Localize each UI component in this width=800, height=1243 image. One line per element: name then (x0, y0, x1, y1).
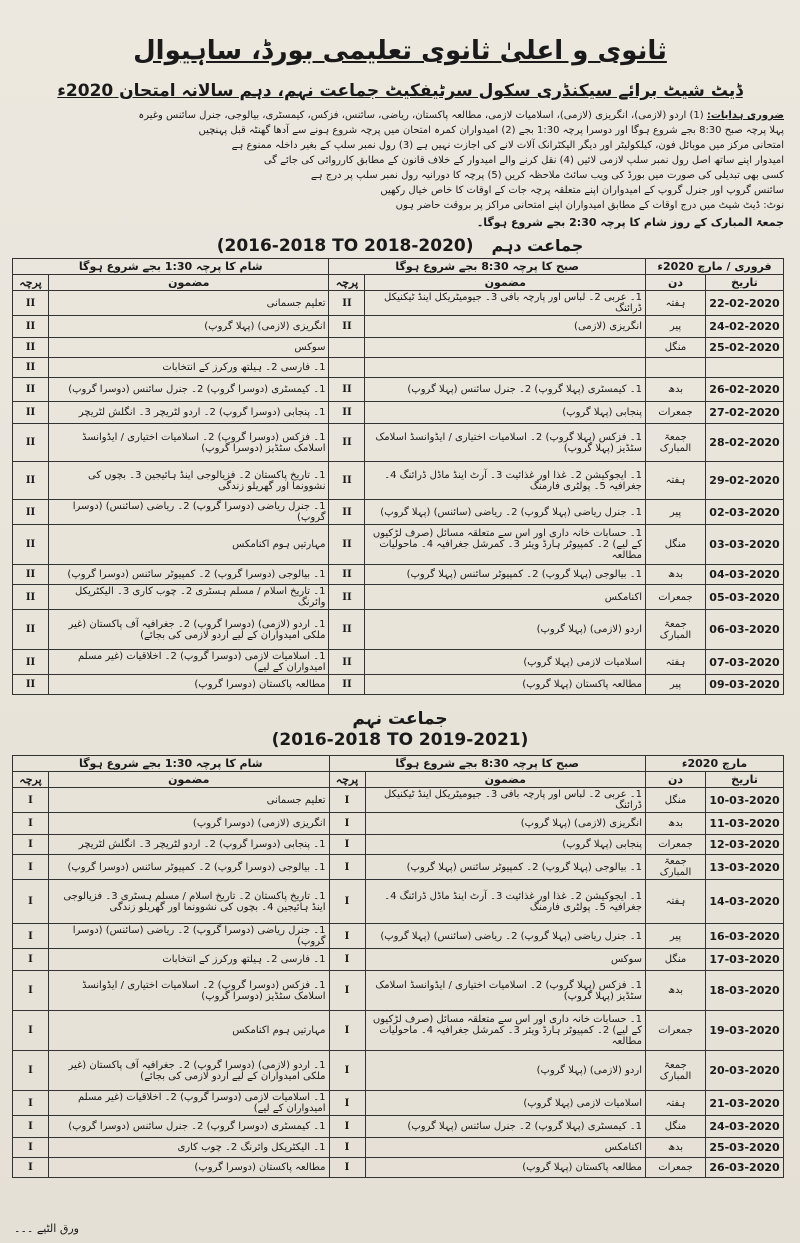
table-row (13, 813, 784, 835)
morning-paper-cell: I (329, 949, 365, 971)
date-cell (705, 358, 783, 378)
evening-paper-cell: I (13, 855, 49, 880)
morning-subject-cell: 1۔ عربی 2۔ لباس اور پارچہ بافی 3۔ جیومیٹریکل اینڈ ٹیکنیکل ڈرائنگ (365, 291, 646, 316)
day-cell: جمعۃ المبارک (646, 855, 706, 880)
friday-note: جمعۃ المبارک کے روز شام کا پرچہ 2:30 بجے شروع ہوگا۔ (476, 216, 784, 229)
morning-subject-cell: 1۔ بیالوجی (پہلا گروپ) 2۔ کمپیوٹر سائنس (پہلا گروپ) (365, 565, 646, 585)
evening-subject-cell: 1۔ اسلامیات لازمی (دوسرا گروپ) 2۔ اخلاقیات (غیر مسلم امیدواران کے لیے) (49, 650, 329, 675)
date-col-header: تاریخ (705, 275, 783, 291)
table-row (13, 402, 784, 424)
evening-paper-cell: I (13, 1011, 49, 1051)
evening-paper-cell: I (13, 880, 49, 924)
evening-paper-cell: I (13, 1158, 49, 1178)
evening-paper-cell: II (13, 378, 49, 402)
morning-subject-cell: انگریزی (لازمی) (365, 316, 646, 338)
instruction-line: کسی بھی تبدیلی کی صورت میں بورڈ کی ویب سائٹ ملاحظہ کریں (5) پرچہ کا دورانیہ رول نمبر سلپ پر درج ہے (310, 170, 784, 181)
morning-subject-cell: 1۔ جنرل ریاضی (پہلا گروپ) 2۔ ریاضی (سائنس) (پہلا گروپ) (365, 924, 646, 949)
evening-paper-cell: I (13, 1116, 49, 1138)
date-cell: 24-03-2020 (706, 1116, 784, 1138)
evening-paper-cell: II (13, 291, 49, 316)
evening-paper-cell: II (13, 565, 49, 585)
evening-paper-cell: I (13, 1091, 49, 1116)
morning-subject-cell (365, 338, 646, 358)
date-cell: 25-03-2020 (706, 1138, 784, 1158)
month-header: فروری / مارچ 2020ء (645, 259, 783, 275)
morning-paper-cell: I (329, 1158, 365, 1178)
evening-subject-cell: 1۔ جنرل ریاضی (دوسرا گروپ) 2۔ ریاضی (سائنس) (دوسرا گروپ) (49, 500, 329, 525)
evening-subject-cell: تعلیم جسمانی (49, 291, 329, 316)
instruction-line: نوٹ: ڈیٹ شیٹ میں درج اوقات کے مطابق امیدواران اپنے امتحانی مراکز پر بروقت حاضر ہوں (395, 200, 784, 211)
day-col-header: دن (646, 772, 706, 788)
evening-subject-cell: 1۔ الیکٹریکل وائرنگ 2۔ چوب کاری (49, 1138, 330, 1158)
morning-paper-cell: II (329, 500, 365, 525)
evening-paper-cell: II (13, 610, 49, 650)
paper-col-header: پرچہ (329, 772, 365, 788)
evening-paper-cell: I (13, 971, 49, 1011)
morning-paper-cell: II (329, 316, 365, 338)
table-header-row (13, 756, 784, 772)
table-header-row (13, 259, 784, 275)
table-row (13, 1091, 784, 1116)
morning-subject-cell: اکنامکس (365, 1138, 646, 1158)
instruction-line: امتحانی مرکز میں موبائل فون، کیلکولیٹر اور دیگر الیکٹرانک آلات لانے کی اجازت نہیں ہے (3) رول نمبر سلپ کے بغیر داخلہ ممنوع ہے (231, 140, 784, 151)
date-cell: 05-03-2020 (705, 585, 783, 610)
morning-subject-cell: پنجابی (پہلا گروپ) (365, 835, 646, 855)
morning-header: صبح کا پرچہ 8:30 بجے شروع ہوگا (329, 756, 646, 772)
date-cell: 20-03-2020 (706, 1051, 784, 1091)
date-cell: 26-03-2020 (706, 1158, 784, 1178)
evening-subject-cell: تعلیم جسمانی (49, 788, 330, 813)
evening-paper-cell: II (13, 402, 49, 424)
evening-subject-cell: 1۔ اردو (لازمی) (دوسرا گروپ) 2۔ جغرافیہ آف پاکستان (غیر ملکی امیدواران کے لیے اردو لازمی کی بجائے) (49, 610, 329, 650)
evening-subject-cell: 1۔ پنجابی (دوسرا گروپ) 2۔ اردو لٹریچر 3۔ انگلش لٹریچر (49, 402, 329, 424)
evening-subject-cell: مطالعہ پاکستان (دوسرا گروپ) (49, 675, 329, 695)
morning-paper-cell: II (329, 565, 365, 585)
day-cell: جمعۃ المبارک (646, 1051, 706, 1091)
month-header: مارچ 2020ء (646, 756, 784, 772)
morning-paper-cell: I (329, 1138, 365, 1158)
morning-subject-cell: 1۔ فزکس (پہلا گروپ) 2۔ اسلامیات اختیاری / ایڈوانسڈ اسلامک سٹڈیز (پہلا گروپ) (365, 424, 646, 462)
table-row (13, 378, 784, 402)
morning-paper-cell: II (329, 675, 365, 695)
dahum-schedule-table (12, 258, 784, 695)
date-cell: 09-03-2020 (705, 675, 783, 695)
date-cell: 04-03-2020 (705, 565, 783, 585)
day-col-header: دن (645, 275, 705, 291)
morning-subject-cell: اکنامکس (365, 585, 646, 610)
day-cell: منگل (646, 1116, 706, 1138)
day-cell: پیر (645, 316, 705, 338)
date-cell: 03-03-2020 (705, 525, 783, 565)
evening-subject-cell: 1۔ فزکس (دوسرا گروپ) 2۔ اسلامیات اختیاری / ایڈوانسڈ اسلامک سٹڈیز (دوسرا گروپ) (49, 424, 329, 462)
morning-subject-cell: اردو (لازمی) (پہلا گروپ) (365, 610, 646, 650)
morning-subject-cell: مطالعہ پاکستان (پہلا گروپ) (365, 675, 646, 695)
morning-paper-cell: II (329, 462, 365, 500)
evening-paper-cell: II (13, 462, 49, 500)
morning-subject-cell: 1۔ فزکس (پہلا گروپ) 2۔ اسلامیات اختیاری / ایڈوانسڈ اسلامک سٹڈیز (پہلا گروپ) (365, 971, 646, 1011)
evening-subject-cell: 1۔ بیالوجی (دوسرا گروپ) 2۔ کمپیوٹر سائنس (دوسرا گروپ) (49, 855, 330, 880)
nahum-schedule-body (13, 788, 784, 1178)
section-dahum-title-en: (2016-2018 TO 2018-2020) (216, 236, 474, 256)
evening-subject-cell: 1۔ تاریخ اسلام / مسلم ہسٹری 2۔ چوب کاری 3۔ الیکٹریکل وائرنگ (49, 585, 329, 610)
evening-subject-cell: انگریزی (لازمی) (دوسرا گروپ) (49, 813, 330, 835)
paper-col-header: پرچہ (13, 275, 49, 291)
evening-subject-cell: 1۔ اسلامیات لازمی (دوسرا گروپ) 2۔ اخلاقیات (غیر مسلم امیدواران کے لیے) (49, 1091, 330, 1116)
evening-paper-cell: I (13, 924, 49, 949)
table-row (13, 949, 784, 971)
subject-col-header: مضمون (365, 772, 646, 788)
instruction-line: پہلا پرچہ صبح 8:30 بجے شروع ہوگا اور دوسرا پرچہ 1:30 بجے (2) امیدواران کمرہ امتحان میں پرچہ شروع ہونے سے آدھا گھنٹہ قبل پہنچیں (198, 125, 784, 136)
morning-subject-cell: 1۔ ایجوکیشن 2۔ غذا اور غذائیت 3۔ آرٹ اینڈ ماڈل ڈرائنگ 4۔ جغرافیہ 5۔ پولٹری فارمنگ (365, 880, 646, 924)
morning-paper-cell: I (329, 855, 365, 880)
date-cell: 29-02-2020 (705, 462, 783, 500)
table-row (13, 788, 784, 813)
date-cell: 28-02-2020 (705, 424, 783, 462)
subject-col-header: مضمون (365, 275, 646, 291)
evening-header: شام کا پرچہ 1:30 بجے شروع ہوگا (13, 259, 329, 275)
day-cell: جمعرات (646, 1158, 706, 1178)
subject-col-header: مضمون (49, 772, 330, 788)
date-cell: 02-03-2020 (705, 500, 783, 525)
evening-subject-cell: 1۔ فارسی 2۔ ہیلتھ ورکرز کے انتخابات (49, 358, 329, 378)
morning-subject-cell: 1۔ ایجوکیشن 2۔ غذا اور غذائیت 3۔ آرٹ اینڈ ماڈل ڈرائنگ 4۔ جغرافیہ 5۔ پولٹری فارمنگ (365, 462, 646, 500)
morning-paper-cell: II (329, 650, 365, 675)
date-cell: 06-03-2020 (705, 610, 783, 650)
turn-over-note: ورق الٹیے ۔۔۔ (14, 1222, 79, 1235)
table-row (13, 1138, 784, 1158)
table-row (13, 835, 784, 855)
date-cell: 13-03-2020 (706, 855, 784, 880)
morning-subject-cell: اسلامیات لازمی (پہلا گروپ) (365, 650, 646, 675)
table-row (13, 500, 784, 525)
evening-subject-cell: 1۔ فارسی 2۔ ہیلتھ ورکرز کے انتخابات (49, 949, 330, 971)
morning-paper-cell: II (329, 585, 365, 610)
morning-subject-cell: 1۔ بیالوجی (پہلا گروپ) 2۔ کمپیوٹر سائنس (پہلا گروپ) (365, 855, 646, 880)
day-cell: پیر (646, 924, 706, 949)
date-cell: 11-03-2020 (706, 813, 784, 835)
day-cell: ہفتہ (645, 462, 705, 500)
evening-paper-cell: II (13, 650, 49, 675)
day-cell: جمعۃ المبارک (645, 424, 705, 462)
table-subheader-row (13, 772, 784, 788)
morning-subject-cell: 1۔ حسابات خانہ داری اور اس سے متعلقہ مسائل (صرف لڑکیوں کے لیے) 2۔ کمپیوٹر ہارڈ ویئر 3۔ کمرشل جغرافیہ 4۔ ماحولیات مطالعہ (365, 1011, 646, 1051)
evening-paper-cell: II (13, 585, 49, 610)
date-cell: 18-03-2020 (706, 971, 784, 1011)
evening-subject-cell: مطالعہ پاکستان (دوسرا گروپ) (49, 1158, 330, 1178)
table-subheader-row (13, 275, 784, 291)
table-row (13, 880, 784, 924)
date-cell: 27-02-2020 (705, 402, 783, 424)
morning-subject-cell: پنجابی (پہلا گروپ) (365, 402, 646, 424)
table-row (13, 338, 784, 358)
table-row (13, 585, 784, 610)
instructions-block (14, 108, 784, 213)
morning-subject-cell: 1۔ کیمسٹری (پہلا گروپ) 2۔ جنرل سائنس (پہلا گروپ) (365, 378, 646, 402)
evening-paper-cell: II (13, 424, 49, 462)
section-nahum-title-en: (2016-2018 TO 2019-2021) (271, 730, 529, 750)
date-cell: 21-03-2020 (706, 1091, 784, 1116)
morning-paper-cell: I (329, 1051, 365, 1091)
table-row (13, 650, 784, 675)
table-row (13, 675, 784, 695)
evening-subject-cell: 1۔ بیالوجی (دوسرا گروپ) 2۔ کمپیوٹر سائنس (دوسرا گروپ) (49, 565, 329, 585)
morning-subject-cell (365, 358, 646, 378)
table-row (13, 924, 784, 949)
day-cell: ہفتہ (645, 650, 705, 675)
evening-subject-cell: 1۔ کیمسٹری (دوسرا گروپ) 2۔ جنرل سائنس (دوسرا گروپ) (49, 378, 329, 402)
dahum-schedule-body (13, 291, 784, 695)
morning-paper-cell: I (329, 835, 365, 855)
morning-subject-cell: مطالعہ پاکستان (پہلا گروپ) (365, 1158, 646, 1178)
morning-paper-cell (329, 338, 365, 358)
day-cell: جمعرات (645, 402, 705, 424)
evening-paper-cell: II (13, 338, 49, 358)
table-row (13, 424, 784, 462)
date-cell: 14-03-2020 (706, 880, 784, 924)
date-cell: 12-03-2020 (706, 835, 784, 855)
date-cell: 25-02-2020 (705, 338, 783, 358)
morning-header: صبح کا پرچہ 8:30 بجے شروع ہوگا (329, 259, 646, 275)
page-title: ثانوی و اعلیٰ ثانوی تعلیمی بورڈ، ساہیوال (133, 36, 667, 66)
evening-subject-cell: 1۔ تاریخ پاکستان 2۔ فزیالوجی اینڈ ہائیجین 3۔ بچوں کی نشوونما اور گھریلو زندگی (49, 462, 329, 500)
morning-paper-cell: II (329, 291, 365, 316)
day-cell: جمعرات (646, 835, 706, 855)
table-row (13, 610, 784, 650)
day-cell: منگل (646, 788, 706, 813)
morning-paper-cell: I (329, 1091, 365, 1116)
day-cell: ہفتہ (646, 880, 706, 924)
subject-col-header: مضمون (49, 275, 329, 291)
morning-paper-cell: I (329, 788, 365, 813)
evening-subject-cell: مہارتیں ہوم اکنامکس (49, 1011, 330, 1051)
table-row (13, 1158, 784, 1178)
morning-subject-cell: 1۔ کیمسٹری (پہلا گروپ) 2۔ جنرل سائنس (پہلا گروپ) (365, 1116, 646, 1138)
day-cell: جمعۃ المبارک (645, 610, 705, 650)
table-row (13, 316, 784, 338)
table-row (13, 462, 784, 500)
morning-paper-cell: I (329, 1011, 365, 1051)
evening-paper-cell: II (13, 675, 49, 695)
morning-paper-cell: I (329, 924, 365, 949)
date-cell: 16-03-2020 (706, 924, 784, 949)
evening-paper-cell: I (13, 813, 49, 835)
day-cell: بدھ (646, 1138, 706, 1158)
table-row (13, 525, 784, 565)
table-row (13, 1116, 784, 1138)
table-row (13, 565, 784, 585)
evening-paper-cell: II (13, 525, 49, 565)
evening-subject-cell: انگریزی (لازمی) (پہلا گروپ) (49, 316, 329, 338)
evening-subject-cell: 1۔ فزکس (دوسرا گروپ) 2۔ اسلامیات اختیاری / ایڈوانسڈ اسلامک سٹڈیز (دوسرا گروپ) (49, 971, 330, 1011)
evening-paper-cell: I (13, 1051, 49, 1091)
section-nahum-title-ur: جماعت نہم (352, 709, 448, 729)
day-cell: ہفتہ (645, 291, 705, 316)
instruction-line: (1) اردو (لازمی)، انگریزی (لازمی)، اسلامیات لازمی، مطالعہ پاکستان، ریاضی، سائنس، فزکس، کیمسٹری، بیالوجی، جنرل سائنس وغیرہ (138, 110, 704, 121)
day-cell: بدھ (646, 813, 706, 835)
morning-paper-cell: II (329, 610, 365, 650)
day-cell: بدھ (646, 971, 706, 1011)
day-cell: جمعرات (645, 585, 705, 610)
section-dahum-title-ur: جماعت دہم (491, 236, 584, 255)
morning-paper-cell: I (329, 880, 365, 924)
morning-paper-cell: II (329, 402, 365, 424)
date-cell: 17-03-2020 (706, 949, 784, 971)
date-col-header: تاریخ (706, 772, 784, 788)
day-cell: ہفتہ (646, 1091, 706, 1116)
day-cell: منگل (645, 338, 705, 358)
evening-paper-cell: II (13, 316, 49, 338)
morning-paper-cell: II (329, 424, 365, 462)
table-row (13, 855, 784, 880)
date-cell: 26-02-2020 (705, 378, 783, 402)
day-cell (645, 358, 705, 378)
evening-subject-cell: 1۔ تاریخ پاکستان 2۔ تاریخ اسلام / مسلم ہسٹری 3۔ فزیالوجی اینڈ ہائیجین 4۔ بچوں کی نشوونما اور گھریلو زندگی (49, 880, 330, 924)
date-cell: 10-03-2020 (706, 788, 784, 813)
paper-col-header: پرچہ (329, 275, 365, 291)
evening-paper-cell: I (13, 835, 49, 855)
morning-subject-cell: اردو (لازمی) (پہلا گروپ) (365, 1051, 646, 1091)
table-row (13, 971, 784, 1011)
evening-paper-cell: I (13, 1138, 49, 1158)
table-row (13, 291, 784, 316)
evening-subject-cell: 1۔ جنرل ریاضی (دوسرا گروپ) 2۔ ریاضی (سائنس) (دوسرا گروپ) (49, 924, 330, 949)
date-cell: 07-03-2020 (705, 650, 783, 675)
morning-subject-cell: انگریزی (لازمی) (پہلا گروپ) (365, 813, 646, 835)
morning-subject-cell: 1۔ جنرل ریاضی (پہلا گروپ) 2۔ ریاضی (سائنس) (پہلا گروپ) (365, 500, 646, 525)
table-row (13, 1011, 784, 1051)
day-cell: بدھ (645, 565, 705, 585)
morning-paper-cell: II (329, 525, 365, 565)
morning-subject-cell: 1۔ عربی 2۔ لباس اور پارچہ بافی 3۔ جیومیٹریکل اینڈ ٹیکنیکل ڈرائنگ (365, 788, 646, 813)
nahum-schedule-table (12, 755, 784, 1178)
evening-subject-cell: 1۔ اردو (لازمی) (دوسرا گروپ) 2۔ جغرافیہ آف پاکستان (غیر ملکی امیدواران کے لیے اردو لازمی کی بجائے) (49, 1051, 330, 1091)
evening-paper-cell: II (13, 358, 49, 378)
evening-subject-cell: 1۔ کیمسٹری (دوسرا گروپ) 2۔ جنرل سائنس (دوسرا گروپ) (49, 1116, 330, 1138)
morning-subject-cell: سوکس (365, 949, 646, 971)
evening-subject-cell: 1۔ پنجابی (دوسرا گروپ) 2۔ اردو لٹریچر 3۔ انگلش لٹریچر (49, 835, 330, 855)
table-row (13, 1051, 784, 1091)
day-cell: پیر (645, 675, 705, 695)
date-cell: 22-02-2020 (705, 291, 783, 316)
date-cell: 24-02-2020 (705, 316, 783, 338)
page-subtitle: ڈیٹ شیٹ برائے سیکنڈری سکول سرٹیفکیٹ جماعت نہم، دہم سالانہ امتحان 2020ء (57, 81, 743, 101)
evening-paper-cell: I (13, 949, 49, 971)
instruction-line: سائنس گروپ اور جنرل گروپ کے امیدواران اپنے متعلقہ پرچہ جات کے اوقات کا خاص خیال رکھیں (380, 185, 784, 196)
day-cell: بدھ (645, 378, 705, 402)
evening-subject-cell: سوکس (49, 338, 329, 358)
date-cell: 19-03-2020 (706, 1011, 784, 1051)
morning-paper-cell: I (329, 971, 365, 1011)
evening-subject-cell: مہارتیں ہوم اکنامکس (49, 525, 329, 565)
morning-subject-cell: 1۔ حسابات خانہ داری اور اس سے متعلقہ مسائل (صرف لڑکیوں کے لیے) 2۔ کمپیوٹر ہارڈ ویئر 3۔ کمرشل جغرافیہ 4۔ ماحولیات مطالعہ (365, 525, 646, 565)
day-cell: پیر (645, 500, 705, 525)
day-cell: جمعرات (646, 1011, 706, 1051)
day-cell: منگل (646, 949, 706, 971)
evening-paper-cell: I (13, 788, 49, 813)
morning-paper-cell: I (329, 1116, 365, 1138)
morning-subject-cell: اسلامیات لازمی (پہلا گروپ) (365, 1091, 646, 1116)
morning-paper-cell: I (329, 813, 365, 835)
section-dahum-title (0, 236, 800, 256)
evening-header: شام کا پرچہ 1:30 بجے شروع ہوگا (13, 756, 330, 772)
instruction-line: امیدوار اپنے ساتھ اصل رول نمبر سلپ لازمی لائیں (4) نقل کرنے والے امیدوار کے خلاف قانون کے مطابق کارروائی کی جائے گی (263, 155, 784, 166)
morning-paper-cell (329, 358, 365, 378)
morning-paper-cell: II (329, 378, 365, 402)
paper-col-header: پرچہ (13, 772, 49, 788)
day-cell: منگل (645, 525, 705, 565)
table-row (13, 358, 784, 378)
instructions-label: ضروری ہدایات: (706, 110, 784, 121)
evening-paper-cell: II (13, 500, 49, 525)
